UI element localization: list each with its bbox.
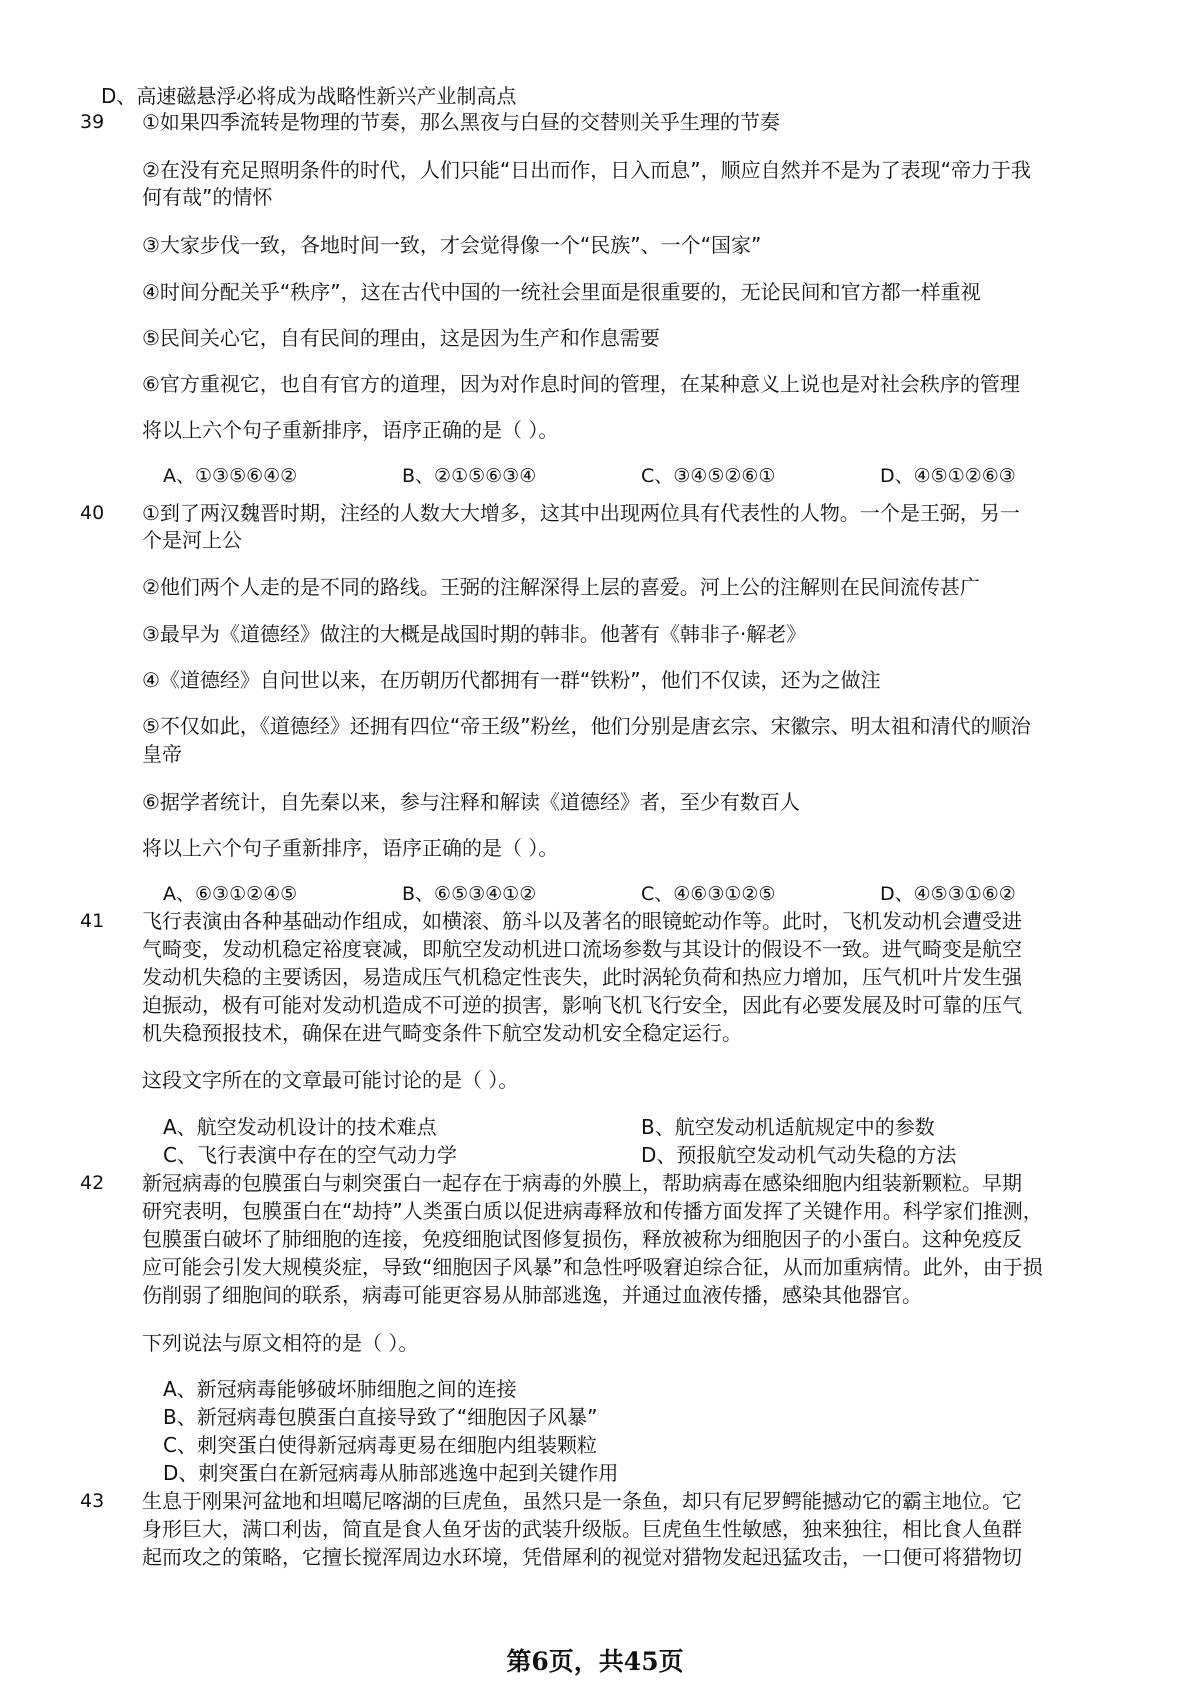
passage-line-2: 身形巨大，满口利齿，简直是食人鱼牙齿的武装升级版。巨虎鱼生性敏感，独来独往，相比食人鱼群 (142, 1517, 1022, 1541)
prev-option-d: D、高速磁悬浮必将成为战略性新兴产业制高点 (101, 84, 517, 108)
question-number: 40 (80, 502, 105, 524)
question-number: 39 (80, 111, 105, 133)
option-b[interactable]: B、②①⑤⑥③④ (402, 465, 537, 487)
question-prompt: 将以上六个句子重新排序，语序正确的是（ ）。 (142, 836, 559, 860)
passage-line-1: 新冠病毒的包膜蛋白与刺突蛋白一起存在于病毒的外膜上，帮助病毒在感染细胞内组装新颗粒。早期 (142, 1171, 1022, 1195)
sentence-5-line-1: ⑤不仅如此，《道德经》还拥有四位“帝王级”粉丝，他们分别是唐玄宗、宋徽宗、明太祖和清代的顺治 (142, 714, 1031, 738)
option-b[interactable]: B、航空发动机适航规定中的参数 (641, 1115, 935, 1139)
passage-line-2: 研究表明，包膜蛋白在“劫持”人类蛋白质以促进病毒释放和传播方面发挥了关键作用。科学家们推测， (142, 1199, 1043, 1223)
passage-line-4: 迫振动，极有可能对发动机造成不可逆的损害，影响飞机飞行安全，因此有必要发展及时可靠的压气 (142, 993, 1022, 1017)
option-a[interactable]: A、航空发动机设计的技术难点 (163, 1115, 437, 1139)
passage-line-1: 生息于刚果河盆地和坦噶尼喀湖的巨虎鱼，虽然只是一条鱼，却只有尼罗鳄能撼动它的霸主地位。它 (142, 1489, 1022, 1513)
page-number-footer: 第6页，共45页 (506, 1647, 684, 1676)
sentence-1-line-2: 个是河上公 (142, 528, 242, 552)
option-d[interactable]: D、④⑤③①⑥② (880, 883, 1016, 905)
option-c[interactable]: C、飞行表演中存在的空气动力学 (163, 1143, 457, 1167)
question-prompt: 这段文字所在的文章最可能讨论的是（ ）。 (142, 1068, 519, 1092)
sentence-4: ④《道德经》自问世以来，在历朝历代都拥有一群“铁粉”，他们不仅读，还为之做注 (142, 668, 881, 692)
sentence-2: ②他们两个人走的是不同的路线。王弼的注解深得上层的喜爱。河上公的注解则在民间流传甚广 (142, 575, 980, 599)
passage-line-3: 起而攻之的策略，它擅长搅浑周边水环境，凭借犀利的视觉对猎物发起迅猛攻击，一口便可将猎物切 (142, 1545, 1022, 1569)
sentence-3: ③大家步伐一致，各地时间一致，才会觉得像一个“民族”、一个“国家” (142, 233, 762, 257)
option-a[interactable]: A、新冠病毒能够破坏肺细胞之间的连接 (163, 1377, 517, 1401)
question-number: 41 (80, 910, 105, 932)
option-a[interactable]: A、⑥③①②④⑤ (163, 883, 298, 905)
question-number: 43 (80, 1490, 105, 1512)
passage-line-1: 飞行表演由各种基础动作组成，如横滚、筋斗以及著名的眼镜蛇动作等。此时，飞机发动机会遭受进 (142, 909, 1022, 933)
question-number: 42 (80, 1172, 105, 1194)
passage-line-3: 发动机失稳的主要诱因，易造成压气机稳定性丧失，此时涡轮负荷和热应力增加，压气机叶片发生强 (142, 965, 1022, 989)
sentence-5: ⑤民间关心它，自有民间的理由，这是因为生产和作息需要 (142, 326, 660, 350)
option-d[interactable]: D、预报航空发动机气动失稳的方法 (641, 1143, 957, 1167)
passage-line-2: 气畸变，发动机稳定裕度衰减，即航空发动机进口流场参数与其设计的假设不一致。进气畸变是航空 (142, 937, 1022, 961)
option-b[interactable]: B、新冠病毒包膜蛋白直接导致了“细胞因子风暴” (163, 1405, 598, 1429)
passage-line-3: 包膜蛋白破坏了肺细胞的连接，免疫细胞试图修复损伤，释放被称为细胞因子的小蛋白。这种免疫反 (142, 1227, 1022, 1251)
sentence-4: ④时间分配关乎“秩序”，这在古代中国的一统社会里面是很重要的，无论民间和官方都一样重视 (142, 280, 981, 304)
sentence-1-line-1: ①到了两汉魏晋时期，注经的人数大大增多，这其中出现两位具有代表性的人物。一个是王弼，另一 (142, 501, 1020, 525)
option-b[interactable]: B、⑥⑤③④①② (402, 883, 537, 905)
option-c[interactable]: C、刺突蛋白使得新冠病毒更易在细胞内组装颗粒 (163, 1433, 597, 1457)
option-d[interactable]: D、刺突蛋白在新冠病毒从肺部逃逸中起到关键作用 (163, 1461, 619, 1485)
passage-line-5: 伤削弱了细胞间的联系，病毒可能更容易从肺部逃逸，并通过血液传播，感染其他器官。 (142, 1283, 922, 1307)
option-c[interactable]: C、④⑥③①②⑤ (641, 883, 776, 905)
question-prompt: 下列说法与原文相符的是（ ）。 (142, 1331, 419, 1355)
question-prompt: 将以上六个句子重新排序，语序正确的是（ ）。 (142, 418, 559, 442)
sentence-2-line-2: 何有哉”的情怀 (142, 185, 273, 209)
sentence-5-line-2: 皇帝 (142, 742, 182, 766)
passage-line-5: 机失稳预报技术，确保在进气畸变条件下航空发动机安全稳定运行。 (142, 1021, 742, 1045)
sentence-3: ③最早为《道德经》做注的大概是战国时期的韩非。他著有《韩非子·解老》 (142, 622, 807, 646)
sentence-6: ⑥据学者统计，自先秦以来，参与注释和解读《道德经》者，至少有数百人 (142, 790, 800, 814)
option-a[interactable]: A、①③⑤⑥④② (163, 465, 298, 487)
option-d[interactable]: D、④⑤①②⑥③ (880, 465, 1016, 487)
sentence-1: ①如果四季流转是物理的节奏，那么黑夜与白昼的交替则关乎生理的节奏 (142, 110, 780, 134)
option-c[interactable]: C、③④⑤②⑥① (641, 465, 776, 487)
passage-line-4: 应可能会引发大规模炎症，导致“细胞因子风暴”和急性呼吸窘迫综合征，从而加重病情。此外，由于损 (142, 1255, 1043, 1279)
sentence-6: ⑥官方重视它，也自有官方的道理，因为对作息时间的管理，在某种意义上说也是对社会秩序的管理 (142, 372, 1020, 396)
sentence-2-line-1: ②在没有充足照明条件的时代，人们只能“日出而作，日入而息”，顺应自然并不是为了表现“帝力于我 (142, 158, 1032, 182)
